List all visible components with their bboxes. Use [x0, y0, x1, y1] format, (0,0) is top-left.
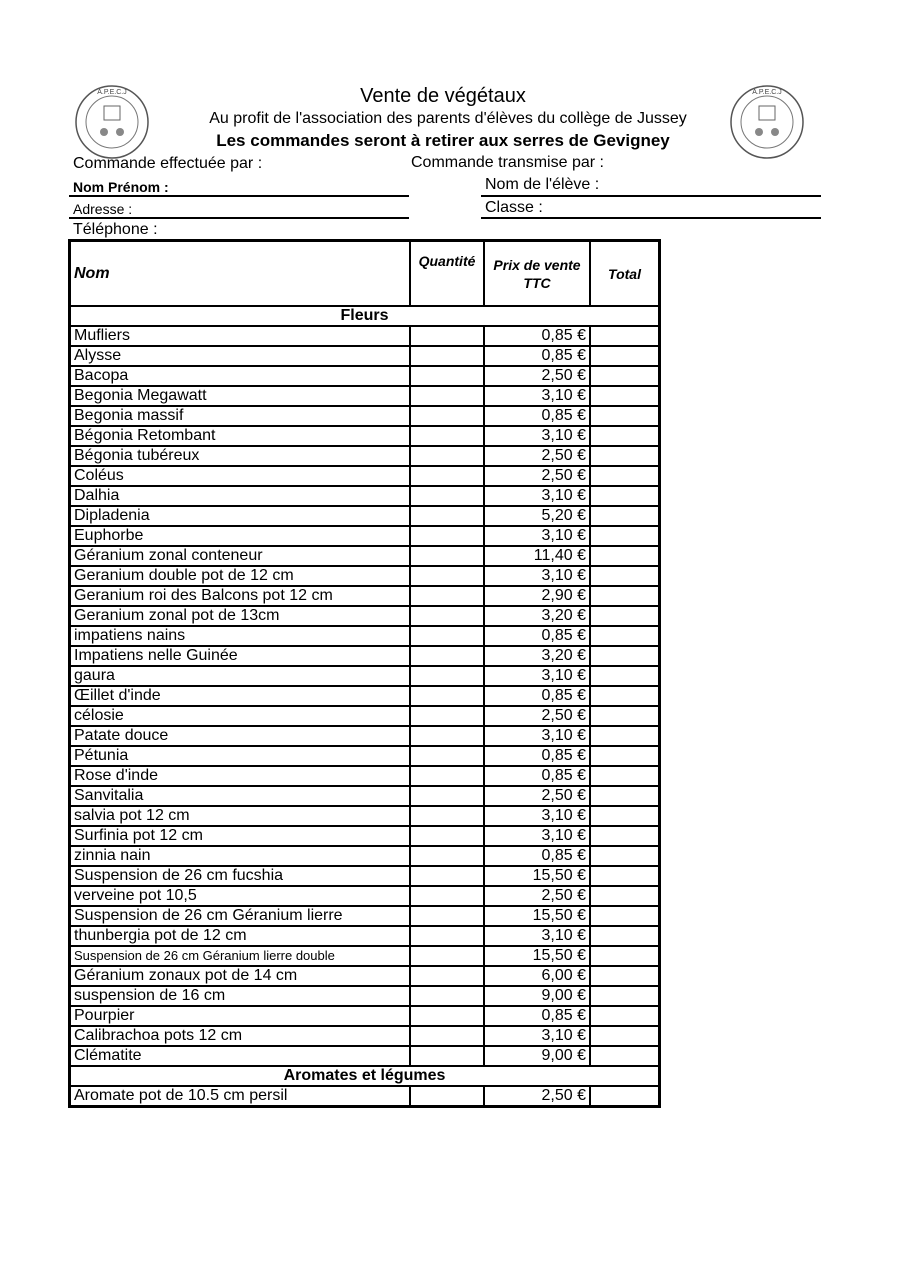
- product-name: thunbergia pot de 12 cm: [70, 926, 411, 946]
- table-row: [70, 726, 660, 746]
- table-row: [70, 626, 660, 646]
- phone-field-label: Téléphone :: [73, 221, 158, 238]
- student-name-line[interactable]: [481, 195, 821, 197]
- quantity-cell[interactable]: [410, 326, 484, 346]
- price-cell: 3,10 €: [484, 826, 590, 846]
- total-cell[interactable]: [590, 366, 660, 386]
- section-header-row: [70, 306, 660, 326]
- table-row: [70, 906, 660, 926]
- total-cell[interactable]: [590, 946, 660, 966]
- price-cell: 2,50 €: [484, 446, 590, 466]
- product-name: Aromate pot de 10.5 cm persil: [70, 1086, 411, 1107]
- table-row: [70, 546, 660, 566]
- table-row: [70, 1006, 660, 1026]
- quantity-cell[interactable]: [410, 1046, 484, 1066]
- product-name: Bégonia Retombant: [70, 426, 411, 446]
- table-row: [70, 766, 660, 786]
- quantity-cell[interactable]: [410, 626, 484, 646]
- price-cell: 2,50 €: [484, 706, 590, 726]
- table-row: [70, 506, 660, 526]
- total-cell[interactable]: [590, 986, 660, 1006]
- quantity-cell[interactable]: [410, 886, 484, 906]
- table-row: [70, 746, 660, 766]
- class-label: Classe :: [485, 199, 543, 216]
- quantity-cell[interactable]: [410, 846, 484, 866]
- table-row: [70, 466, 660, 486]
- quantity-cell[interactable]: [410, 506, 484, 526]
- table-row: [70, 966, 660, 986]
- price-cell: 6,00 €: [484, 966, 590, 986]
- table-row: [70, 386, 660, 406]
- price-cell: 0,85 €: [484, 626, 590, 646]
- quantity-cell[interactable]: [410, 726, 484, 746]
- total-cell[interactable]: [590, 606, 660, 626]
- product-name: Clématite: [70, 1046, 411, 1066]
- quantity-cell[interactable]: [410, 486, 484, 506]
- svg-text:A.P.E.C.J: A.P.E.C.J: [97, 89, 127, 96]
- price-cell: 2,90 €: [484, 586, 590, 606]
- total-cell[interactable]: [590, 786, 660, 806]
- table-row: [70, 886, 660, 906]
- price-cell: 3,10 €: [484, 526, 590, 546]
- total-cell[interactable]: [590, 766, 660, 786]
- product-name: impatiens nains: [70, 626, 411, 646]
- total-cell[interactable]: [590, 446, 660, 466]
- quantity-cell[interactable]: [410, 586, 484, 606]
- product-name: Suspension de 26 cm Géranium lierre double: [70, 946, 411, 966]
- total-cell[interactable]: [590, 1086, 660, 1107]
- price-cell: 9,00 €: [484, 1046, 590, 1066]
- total-cell[interactable]: [590, 406, 660, 426]
- table-row: [70, 346, 660, 366]
- table-row: [70, 1086, 660, 1107]
- product-name: Sanvitalia: [70, 786, 411, 806]
- product-name: Dalhia: [70, 486, 411, 506]
- price-cell: 11,40 €: [484, 546, 590, 566]
- price-cell: 0,85 €: [484, 686, 590, 706]
- quantity-cell[interactable]: [410, 866, 484, 886]
- svg-text:A.P.E.C.J: A.P.E.C.J: [752, 89, 782, 96]
- quantity-cell[interactable]: [410, 966, 484, 986]
- price-cell: 0,85 €: [484, 406, 590, 426]
- price-cell: 5,20 €: [484, 506, 590, 526]
- product-name: Euphorbe: [70, 526, 411, 546]
- student-name-label: Nom de l'élève :: [485, 176, 600, 193]
- total-cell[interactable]: [590, 746, 660, 766]
- quantity-cell[interactable]: [410, 1026, 484, 1046]
- quantity-cell[interactable]: [410, 946, 484, 966]
- product-name: Coléus: [70, 466, 411, 486]
- total-cell[interactable]: [590, 926, 660, 946]
- total-cell[interactable]: [590, 466, 660, 486]
- price-cell: 9,00 €: [484, 986, 590, 1006]
- total-cell[interactable]: [590, 586, 660, 606]
- quantity-cell[interactable]: [410, 366, 484, 386]
- price-cell: 2,50 €: [484, 1086, 590, 1107]
- quantity-cell[interactable]: [410, 686, 484, 706]
- price-cell: 3,10 €: [484, 726, 590, 746]
- total-cell[interactable]: [590, 846, 660, 866]
- total-cell[interactable]: [590, 506, 660, 526]
- price-cell: 3,10 €: [484, 486, 590, 506]
- table-row: [70, 366, 660, 386]
- price-cell: 0,85 €: [484, 346, 590, 366]
- product-name: Suspension de 26 cm Géranium lierre: [70, 906, 411, 926]
- total-cell[interactable]: [590, 326, 660, 346]
- product-name: Alysse: [70, 346, 411, 366]
- transmitted-by-label: Commande transmise par :: [411, 154, 604, 171]
- quantity-cell[interactable]: [410, 746, 484, 766]
- price-cell: 2,50 €: [484, 886, 590, 906]
- table-row: [70, 926, 660, 946]
- ordered-by-label: Commande effectuée par :: [73, 155, 263, 172]
- quantity-cell[interactable]: [410, 406, 484, 426]
- product-name: célosie: [70, 706, 411, 726]
- price-cell: 3,10 €: [484, 386, 590, 406]
- quantity-cell[interactable]: [410, 546, 484, 566]
- product-name: salvia pot 12 cm: [70, 806, 411, 826]
- pickup-notice: Les commandes seront à retirer aux serres de Gevigney: [216, 131, 670, 150]
- address-field-label: Adresse :: [73, 201, 133, 217]
- price-cell: 0,85 €: [484, 746, 590, 766]
- total-cell[interactable]: [590, 1006, 660, 1026]
- product-name: Begonia Megawatt: [70, 386, 411, 406]
- product-name: zinnia nain: [70, 846, 411, 866]
- product-name: Impatiens nelle Guinée: [70, 646, 411, 666]
- product-name: Pétunia: [70, 746, 411, 766]
- table-row: [70, 426, 660, 446]
- table-row: [70, 566, 660, 586]
- quantity-cell[interactable]: [410, 706, 484, 726]
- product-name: Mufliers: [70, 326, 411, 346]
- total-cell[interactable]: [590, 1026, 660, 1046]
- quantity-cell[interactable]: [410, 646, 484, 666]
- price-cell: 2,50 €: [484, 366, 590, 386]
- table-row: [70, 1046, 660, 1066]
- quantity-cell[interactable]: [410, 666, 484, 686]
- price-cell: 15,50 €: [484, 866, 590, 886]
- header-total: Total: [590, 241, 660, 307]
- product-name: Surfinia pot 12 cm: [70, 826, 411, 846]
- price-cell: 3,10 €: [484, 1026, 590, 1046]
- table-row: [70, 446, 660, 466]
- table-row: [70, 686, 660, 706]
- product-name: Geranium roi des Balcons pot 12 cm: [70, 586, 411, 606]
- table-row: [70, 846, 660, 866]
- name-field-line[interactable]: [69, 195, 409, 197]
- table-header-row: [70, 241, 660, 307]
- table-row: [70, 1026, 660, 1046]
- product-name: Rose d'inde: [70, 766, 411, 786]
- product-name: Patate douce: [70, 726, 411, 746]
- class-line[interactable]: [481, 217, 821, 219]
- product-name: suspension de 16 cm: [70, 986, 411, 1006]
- price-cell: 3,10 €: [484, 806, 590, 826]
- quantity-cell[interactable]: [410, 906, 484, 926]
- price-cell: 0,85 €: [484, 1006, 590, 1026]
- total-cell[interactable]: [590, 666, 660, 686]
- product-name: Calibrachoa pots 12 cm: [70, 1026, 411, 1046]
- quantity-cell[interactable]: [410, 606, 484, 626]
- table-row: [70, 806, 660, 826]
- product-name: verveine pot 10,5: [70, 886, 411, 906]
- table-row: [70, 786, 660, 806]
- table-row: [70, 666, 660, 686]
- product-name: Géranium zonaux pot de 14 cm: [70, 966, 411, 986]
- table-row: [70, 946, 660, 966]
- total-cell[interactable]: [590, 686, 660, 706]
- product-name: Begonia massif: [70, 406, 411, 426]
- quantity-cell[interactable]: [410, 1086, 484, 1107]
- header-quantity: Quantité: [410, 241, 484, 307]
- price-cell: 3,10 €: [484, 426, 590, 446]
- total-cell[interactable]: [590, 726, 660, 746]
- quantity-cell[interactable]: [410, 826, 484, 846]
- quantity-cell[interactable]: [410, 446, 484, 466]
- table-row: [70, 406, 660, 426]
- price-cell: 3,20 €: [484, 646, 590, 666]
- price-cell: 3,10 €: [484, 666, 590, 686]
- quantity-cell[interactable]: [410, 526, 484, 546]
- total-cell[interactable]: [590, 526, 660, 546]
- price-cell: 2,50 €: [484, 786, 590, 806]
- total-cell[interactable]: [590, 646, 660, 666]
- table-row: [70, 606, 660, 626]
- total-cell[interactable]: [590, 826, 660, 846]
- quantity-cell[interactable]: [410, 786, 484, 806]
- product-name: Bacopa: [70, 366, 411, 386]
- quantity-cell[interactable]: [410, 1006, 484, 1026]
- table-row: [70, 986, 660, 1006]
- page-title: Vente de végétaux: [360, 85, 526, 107]
- quantity-cell[interactable]: [410, 466, 484, 486]
- price-cell: 2,50 €: [484, 466, 590, 486]
- quantity-cell[interactable]: [410, 926, 484, 946]
- total-cell[interactable]: [590, 866, 660, 886]
- product-name: Dipladenia: [70, 506, 411, 526]
- quantity-cell[interactable]: [410, 806, 484, 826]
- section-title: Aromates et légumes: [70, 1066, 660, 1086]
- order-table: [68, 239, 661, 1108]
- price-cell: 0,85 €: [484, 846, 590, 866]
- quantity-cell[interactable]: [410, 346, 484, 366]
- table-row: [70, 326, 660, 346]
- table-row: [70, 646, 660, 666]
- quantity-cell[interactable]: [410, 986, 484, 1006]
- total-cell[interactable]: [590, 626, 660, 646]
- price-cell: 3,20 €: [484, 606, 590, 626]
- name-field-label: Nom Prénom :: [73, 179, 169, 195]
- table-row: [70, 826, 660, 846]
- total-cell[interactable]: [590, 566, 660, 586]
- price-cell: 0,85 €: [484, 766, 590, 786]
- quantity-cell[interactable]: [410, 426, 484, 446]
- address-field-line[interactable]: [69, 217, 409, 219]
- subtitle: Au profit de l'association des parents d'élèves du collège de Jussey: [209, 110, 687, 127]
- price-cell: 15,50 €: [484, 946, 590, 966]
- table-row: [70, 866, 660, 886]
- table-row: [70, 486, 660, 506]
- total-cell[interactable]: [590, 426, 660, 446]
- price-cell: 3,10 €: [484, 926, 590, 946]
- total-cell[interactable]: [590, 346, 660, 366]
- total-cell[interactable]: [590, 806, 660, 826]
- product-name: Suspension de 26 cm fucshia: [70, 866, 411, 886]
- quantity-cell[interactable]: [410, 766, 484, 786]
- total-cell[interactable]: [590, 486, 660, 506]
- product-name: Œillet d'inde: [70, 686, 411, 706]
- product-name: Geranium zonal pot de 13cm: [70, 606, 411, 626]
- product-name: Geranium double pot de 12 cm: [70, 566, 411, 586]
- total-cell[interactable]: [590, 706, 660, 726]
- total-cell[interactable]: [590, 966, 660, 986]
- total-cell[interactable]: [590, 906, 660, 926]
- price-cell: 15,50 €: [484, 906, 590, 926]
- quantity-cell[interactable]: [410, 386, 484, 406]
- quantity-cell[interactable]: [410, 566, 484, 586]
- product-name: Bégonia tubéreux: [70, 446, 411, 466]
- table-row: [70, 526, 660, 546]
- product-name: Géranium zonal conteneur: [70, 546, 411, 566]
- product-name: gaura: [70, 666, 411, 686]
- table-row: [70, 586, 660, 606]
- section-title: Fleurs: [70, 306, 660, 326]
- total-cell[interactable]: [590, 386, 660, 406]
- total-cell[interactable]: [590, 886, 660, 906]
- total-cell[interactable]: [590, 546, 660, 566]
- table-row: [70, 706, 660, 726]
- total-cell[interactable]: [590, 1046, 660, 1066]
- price-cell: 0,85 €: [484, 326, 590, 346]
- header-name: Nom: [70, 241, 411, 307]
- header-price: Prix de vente TTC: [484, 241, 590, 307]
- section-header-row: [70, 1066, 660, 1086]
- product-name: Pourpier: [70, 1006, 411, 1026]
- price-cell: 3,10 €: [484, 566, 590, 586]
